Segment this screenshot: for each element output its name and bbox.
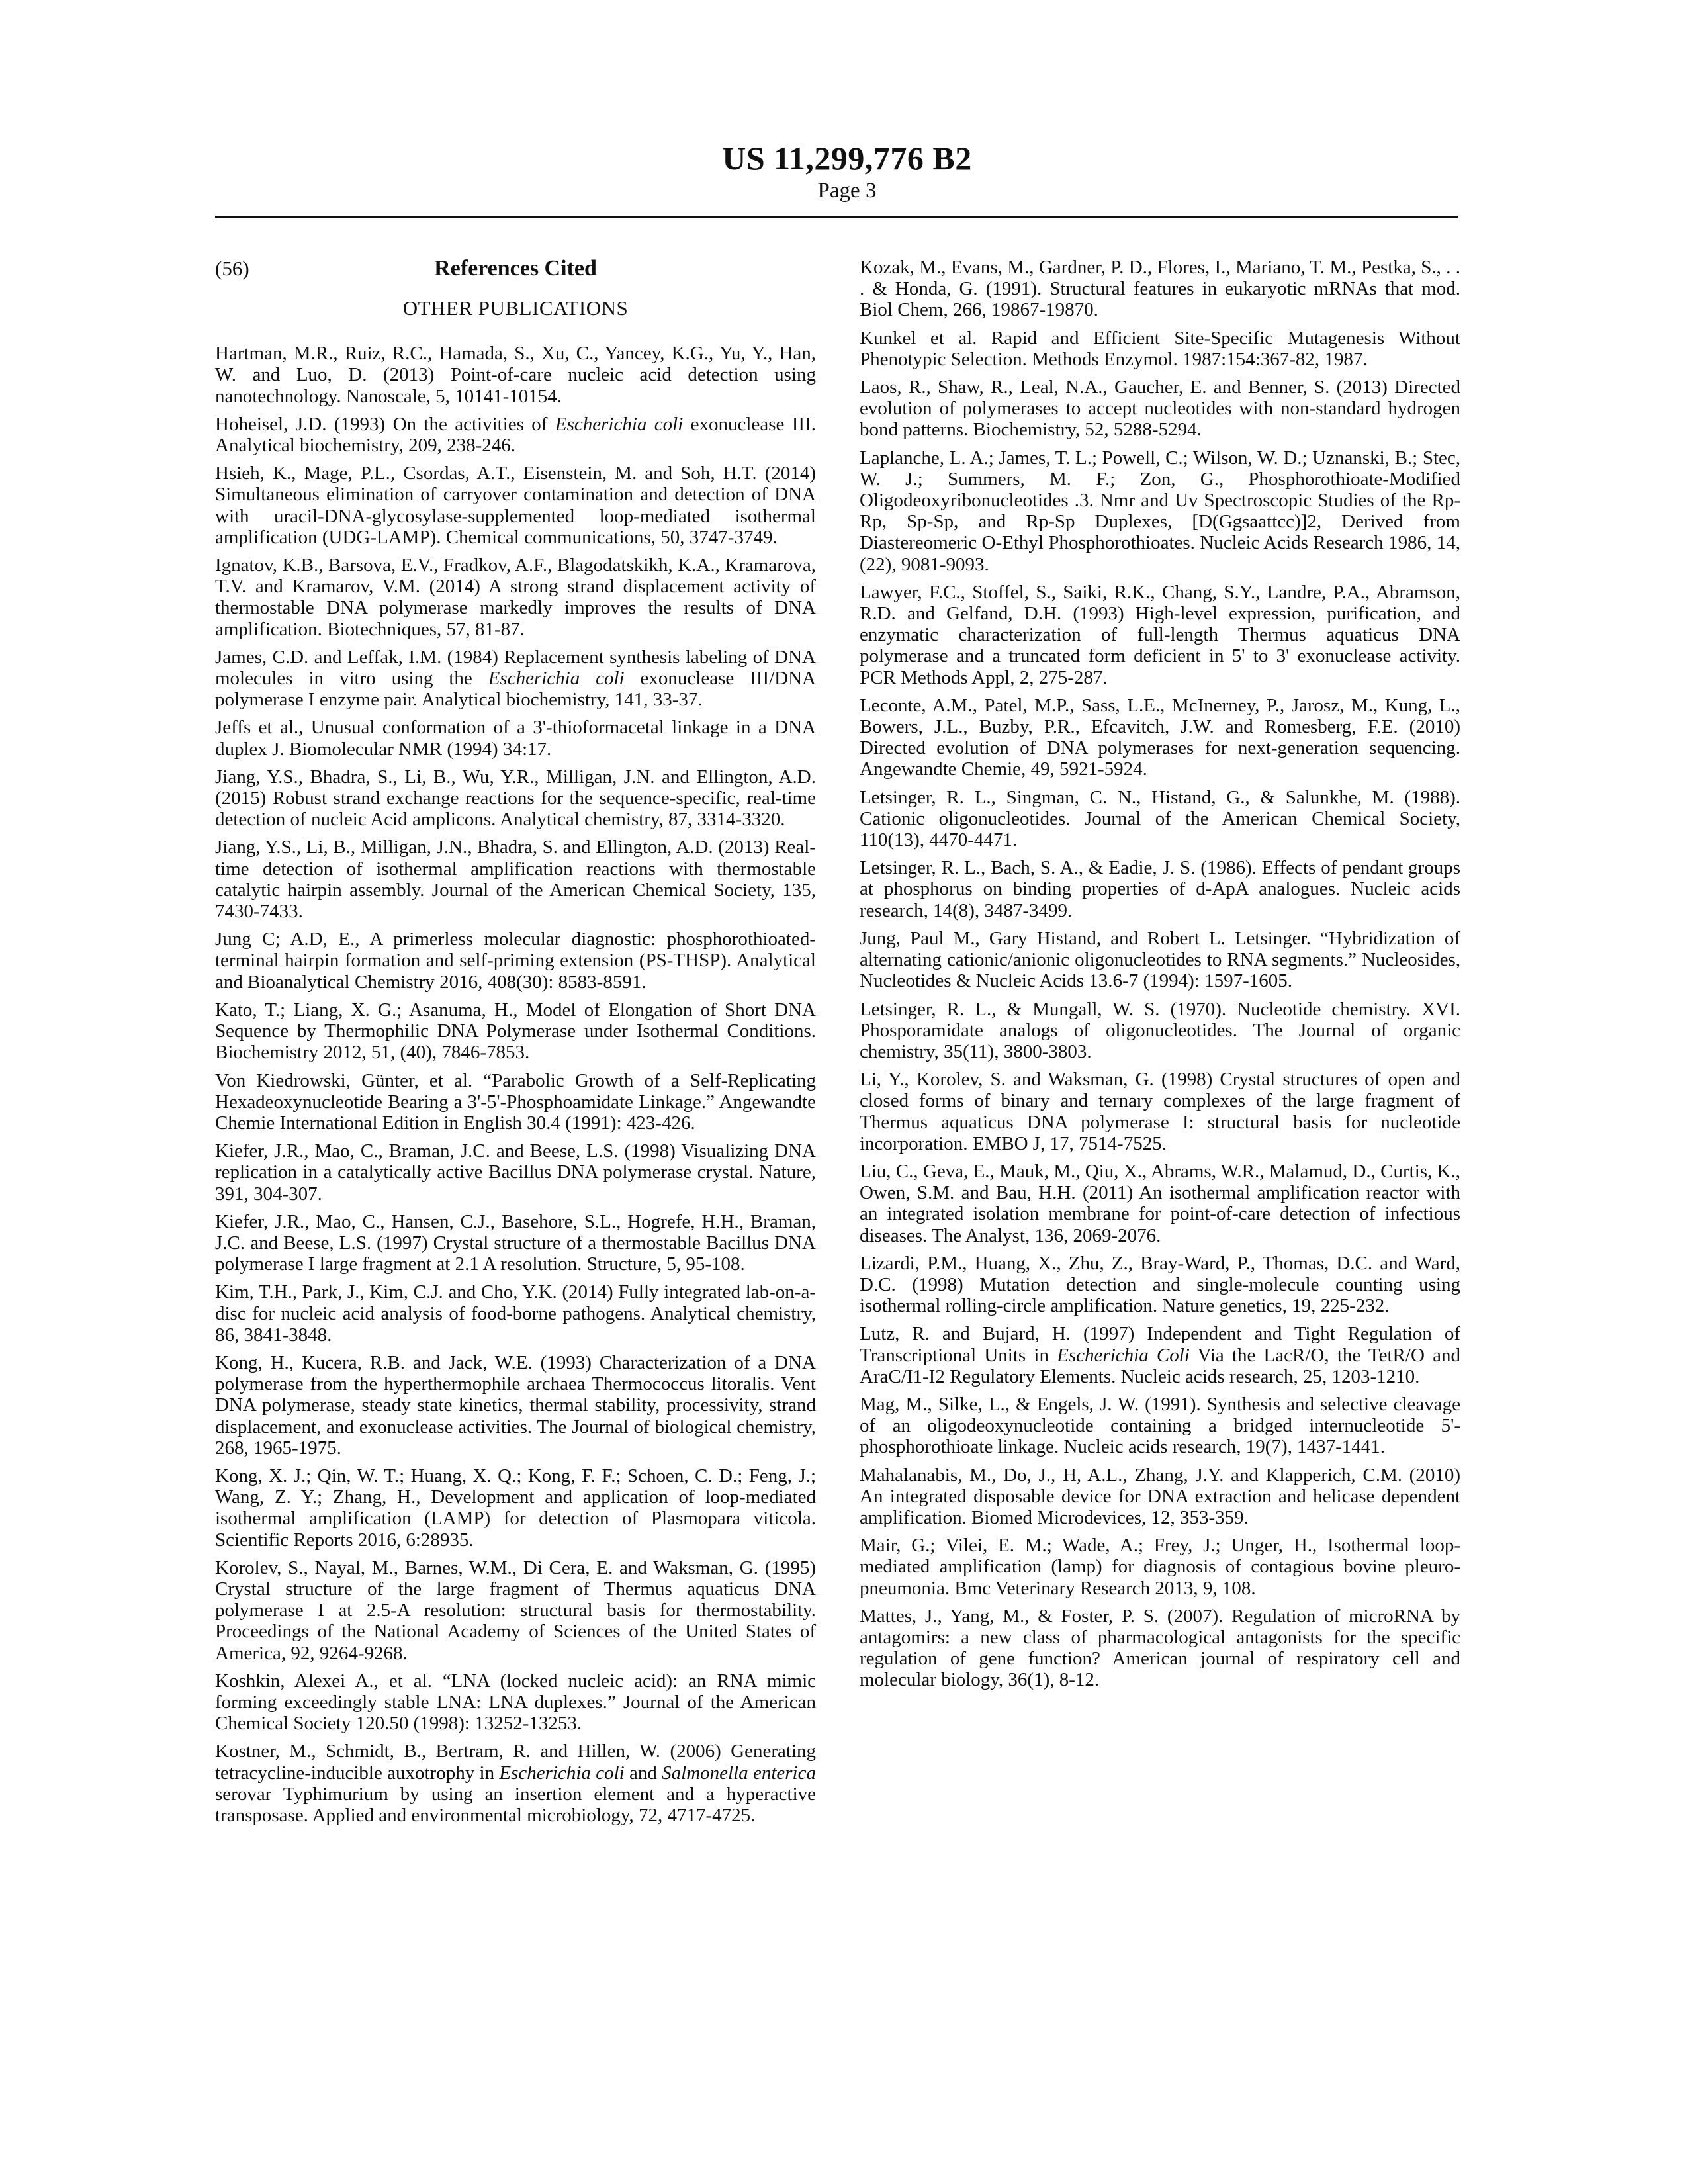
reference-item: Leconte, A.M., Patel, M.P., Sass, L.E., McInerney, P., Jarosz, M., Kung, L., Bowers, J.L., Buzby, P.R., Efcavitch, J.W. and Romesberg, F.E. (2010) Directed evolution of DNA polymerases for next-generation sequencing. Angewandte Chemie, 49, 5921-5924. xyxy=(860,694,1460,780)
reference-item: Mattes, J., Yang, M., & Foster, P. S. (2007). Regulation of microRNA by antagomirs: a new class of pharmacological antagonists for the specific regulation of gene function? American journal of respiratory cell and molecular biology, 36(1), 8-12. xyxy=(860,1605,1460,1691)
section-subtitle: OTHER PUBLICATIONS xyxy=(402,296,629,320)
reference-item: Mair, G.; Vilei, E. M.; Wade, A.; Frey, J.; Unger, H., Isothermal loop-mediated amplification (lamp) for diagnosis of contagious bovine pleuro-pneumonia. Bmc Veterinary Research 2013, 9, 108. xyxy=(860,1535,1460,1599)
reference-item: Kozak, M., Evans, M., Gardner, P. D., Flores, I., Mariano, T. M., Pestka, S., . . . & Honda, G. (1991). Structural features in eukaryotic mRNAs that mod. Biol Chem, 266, 19867-19870. xyxy=(860,257,1460,321)
reference-item: Jiang, Y.S., Li, B., Milligan, J.N., Bhadra, S. and Ellington, A.D. (2013) Real-time detection of isothermal amplification reactions with thermostable catalytic hairpin assembly. Journal of the American Chemical Society, 135, 7430-7433. xyxy=(215,837,816,923)
right-column xyxy=(860,257,1460,1698)
reference-item: James, C.D. and Leffak, I.M. (1984) Replacement synthesis labeling of DNA molecules in vitro using the Escherichia coli exonuclease III/DNA polymerase I enzyme pair. Analytical biochemistry, 141, 33-37. xyxy=(215,646,816,711)
page-header xyxy=(0,139,1694,204)
reference-item: Li, Y., Korolev, S. and Waksman, G. (1998) Crystal structures of open and closed forms of binary and ternary complexes of the large fragment of Thermus aquaticus DNA polymerase I: structural basis for nucleotide incorporation. EMBO J, 17, 7514-7525. xyxy=(860,1069,1460,1154)
reference-item: Liu, C., Geva, E., Mauk, M., Qiu, X., Abrams, W.R., Malamud, D., Curtis, K., Owen, S.M. and Bau, H.H. (2011) An isothermal amplification reactor with an integrated isolation membrane for point-of-care detection of infectious diseases. The Analyst, 136, 2069-2076. xyxy=(860,1160,1460,1246)
reference-item: Mag, M., Silke, L., & Engels, J. W. (1991). Synthesis and selective cleavage of an oligodeoxynucleotide containing a bridged internucleotide 5'-phosphorothioate linkage. Nucleic acids research, 19(7), 1437-1441. xyxy=(860,1393,1460,1458)
header-rule xyxy=(215,216,1458,218)
reference-item: Jeffs et al., Unusual conformation of a 3'-thioformacetal linkage in a DNA duplex J. Biomolecular NMR (1994) 34:17. xyxy=(215,717,816,760)
patent-number: US 11,299,776 B2 xyxy=(722,140,972,177)
reference-item: Kato, T.; Liang, X. G.; Asanuma, H., Model of Elongation of Short DNA Sequence by Thermophilic DNA Polymerase under Isothermal Conditions. Biochemistry 2012, 51, (40), 7846-7853. xyxy=(215,999,816,1064)
reference-item: Von Kiedrowski, Günter, et al. “Parabolic Growth of a Self-Replicating Hexadeoxynucleotide Bearing a 3'-5'-Phosphoamidate Linkage.” Angewandte Chemie International Edition in English 30.4 (1991): 423-426. xyxy=(215,1069,816,1134)
reference-item: Kostner, M., Schmidt, B., Bertram, R. and Hillen, W. (2006) Generating tetracycline-inducible auxotrophy in Escherichia coli and Salmonella enterica serovar Typhimurium by using an insertion element and a hyperactive transposase. Applied and environmental microbiology, 72, 4717-4725. xyxy=(215,1741,816,1826)
reference-item: Kim, T.H., Park, J., Kim, C.J. and Cho, Y.K. (2014) Fully integrated lab-on-a-disc for nucleic acid analysis of food-borne pathogens. Analytical chemistry, 86, 3841-3848. xyxy=(215,1281,816,1345)
reference-item: Letsinger, R. L., & Mungall, W. S. (1970). Nucleotide chemistry. XVI. Phosporamidate analogs of oligonucleotides. The Journal of organic chemistry, 35(11), 3800-3803. xyxy=(860,998,1460,1062)
reference-item: Hsieh, K., Mage, P.L., Csordas, A.T., Eisenstein, M. and Soh, H.T. (2014) Simultaneous elimination of carryover contamination and detection of DNA with uracil-DNA-glycosylase-supplemented loop-mediated isothermal amplification (UDG-LAMP). Chemical communications, 50, 3747-3749. xyxy=(215,463,816,548)
reference-item: Lutz, R. and Bujard, H. (1997) Independent and Tight Regulation of Transcriptional Units in Escherichia Coli Via the LacR/O, the TetR/O and AraC/I1-I2 Regulatory Elements. Nucleic acids research, 25, 1203-1210. xyxy=(860,1323,1460,1387)
reference-item: Letsinger, R. L., Singman, C. N., Histand, G., & Salunkhe, M. (1988). Cationic oligonucleotides. Journal of the American Chemical Society, 110(13), 4470-4471. xyxy=(860,786,1460,851)
reference-item: Jiang, Y.S., Bhadra, S., Li, B., Wu, Y.R., Milligan, J.N. and Ellington, A.D. (2015) Robust strand exchange reactions for the sequence-specific, real-time detection of nucleic Acid amplicons. Analytical chemistry, 87, 3314-3320. xyxy=(215,766,816,831)
section-heading xyxy=(215,257,816,287)
reference-item: Kunkel et al. Rapid and Efficient Site-Specific Mutagenesis Without Phenotypic Selection. Methods Enzymol. 1987:154:367-82, 1987. xyxy=(860,327,1460,370)
reference-item: Kong, H., Kucera, R.B. and Jack, W.E. (1993) Characterization of a DNA polymerase from the hyperthermophile archaea Thermococcus litoralis. Vent DNA polymerase, steady state kinetics, thermal stability, processivity, strand displacement, and exonuclease activities. The Journal of biological chemistry, 268, 1965-1975. xyxy=(215,1351,816,1459)
reference-item: Hartman, M.R., Ruiz, R.C., Hamada, S., Xu, C., Yancey, K.G., Yu, Y., Han, W. and Luo, D. (2013) Point-of-care nucleic acid detection using nanotechnology. Nanoscale, 5, 10141-10154. xyxy=(215,343,816,407)
section-title: References Cited xyxy=(434,256,597,281)
reference-item: Laos, R., Shaw, R., Leal, N.A., Gaucher, E. and Benner, S. (2013) Directed evolution of polymerases to accept nucleotides with non-standard hydrogen bond patterns. Biochemistry, 52, 5288-5294. xyxy=(860,377,1460,441)
left-column xyxy=(215,257,816,1833)
reference-item: Letsinger, R. L., Bach, S. A., & Eadie, J. S. (1986). Effects of pendant groups at phosphorus on binding properties of d-ApA analogues. Nucleic acids research, 14(8), 3487-3499. xyxy=(860,857,1460,921)
reference-item: Lawyer, F.C., Stoffel, S., Saiki, R.K., Chang, S.Y., Landre, P.A., Abramson, R.D. and Gelfand, D.H. (1993) High-level expression, purification, and enzymatic characterization of full-length Thermus aquaticus DNA polymerase and a truncated form deficient in 5' to 3' exonuclease activity. PCR Methods Appl, 2, 275-287. xyxy=(860,581,1460,688)
reference-item: Jung, Paul M., Gary Histand, and Robert L. Letsinger. “Hybridization of alternating cationic/anionic oligonucleotides to RNA segments.” Nucleosides, Nucleotides & Nucleic Acids 13.6-7 (1994): 1597-1605. xyxy=(860,927,1460,992)
reference-item: Jung C; A.D, E., A primerless molecular diagnostic: phosphorothioated-terminal hairpin formation and self-priming extension (PS-THSP). Analytical and Bioanalytical Chemistry 2016, 408(30): 8583-8591. xyxy=(215,929,816,993)
reference-item: Kong, X. J.; Qin, W. T.; Huang, X. Q.; Kong, F. F.; Schoen, C. D.; Feng, J.; Wang, Z. Y.; Zhang, H., Development and application of loop-mediated isothermal amplification (LAMP) for detection of Plasmopara viticola. Scientific Reports 2016, 6:28935. xyxy=(215,1465,816,1551)
reference-item: Kiefer, J.R., Mao, C., Braman, J.C. and Beese, L.S. (1998) Visualizing DNA replication in a catalytically active Bacillus DNA polymerase crystal. Nature, 391, 304-307. xyxy=(215,1140,816,1205)
page-number: Page 3 xyxy=(817,179,877,203)
reference-item: Ignatov, K.B., Barsova, E.V., Fradkov, A.F., Blagodatskikh, K.A., Kramarova, T.V. and Kramarov, V.M. (2014) A strong strand displacement activity of thermostable DNA polymerase markedly improves the results of DNA amplification. Biotechniques, 57, 81-87. xyxy=(215,555,816,640)
reference-item: Koshkin, Alexei A., et al. “LNA (locked nucleic acid): an RNA mimic forming exceedingly stable LNA: LNA duplexes.” Journal of the American Chemical Society 120.50 (1998): 13252-13253. xyxy=(215,1670,816,1735)
reference-item: Mahalanabis, M., Do, J., H, A.L., Zhang, J.Y. and Klapperich, C.M. (2010) An integrated disposable device for DNA extraction and helicase dependent amplification. Biomed Microdevices, 12, 353-359. xyxy=(860,1464,1460,1528)
reference-item: Laplanche, L. A.; James, T. L.; Powell, C.; Wilson, W. D.; Uznanski, B.; Stec, W. J.; Summers, M. F.; Zon, G., Phosphorothioate-Modified Oligodeoxyribonucleotides .3. Nmr and Uv Spectroscopic Studies of the Rp-Rp, Sp-Sp, and Rp-Sp Duplexes, [D(Ggsaattcc)]2, Derived from Diastereomeric O-Ethyl Phosphorothioates. Nucleic Acids Research 1986, 14, (22), 9081-9093. xyxy=(860,447,1460,575)
reference-item: Hoheisel, J.D. (1993) On the activities of Escherichia coli exonuclease III. Analytical biochemistry, 209, 238-246. xyxy=(215,413,816,457)
reference-item: Lizardi, P.M., Huang, X., Zhu, Z., Bray-Ward, P., Thomas, D.C. and Ward, D.C. (1998) Mutation detection and single-molecule counting using isothermal rolling-circle amplification. Nature genetics, 19, 225-232. xyxy=(860,1252,1460,1317)
reference-item: Korolev, S., Nayal, M., Barnes, W.M., Di Cera, E. and Waksman, G. (1995) Crystal structure of the large fragment of Thermus aquaticus DNA polymerase I at 2.5-A resolution: structural basis for thermostability. Proceedings of the National Academy of Sciences of the United States of America, 92, 9264-9268. xyxy=(215,1557,816,1664)
reference-item: Kiefer, J.R., Mao, C., Hansen, C.J., Basehore, S.L., Hogrefe, H.H., Braman, J.C. and Beese, L.S. (1997) Crystal structure of a thermostable Bacillus DNA polymerase I large fragment at 2.1 A resolution. Structure, 5, 95-108. xyxy=(215,1210,816,1275)
section-number: (56) xyxy=(215,257,249,280)
